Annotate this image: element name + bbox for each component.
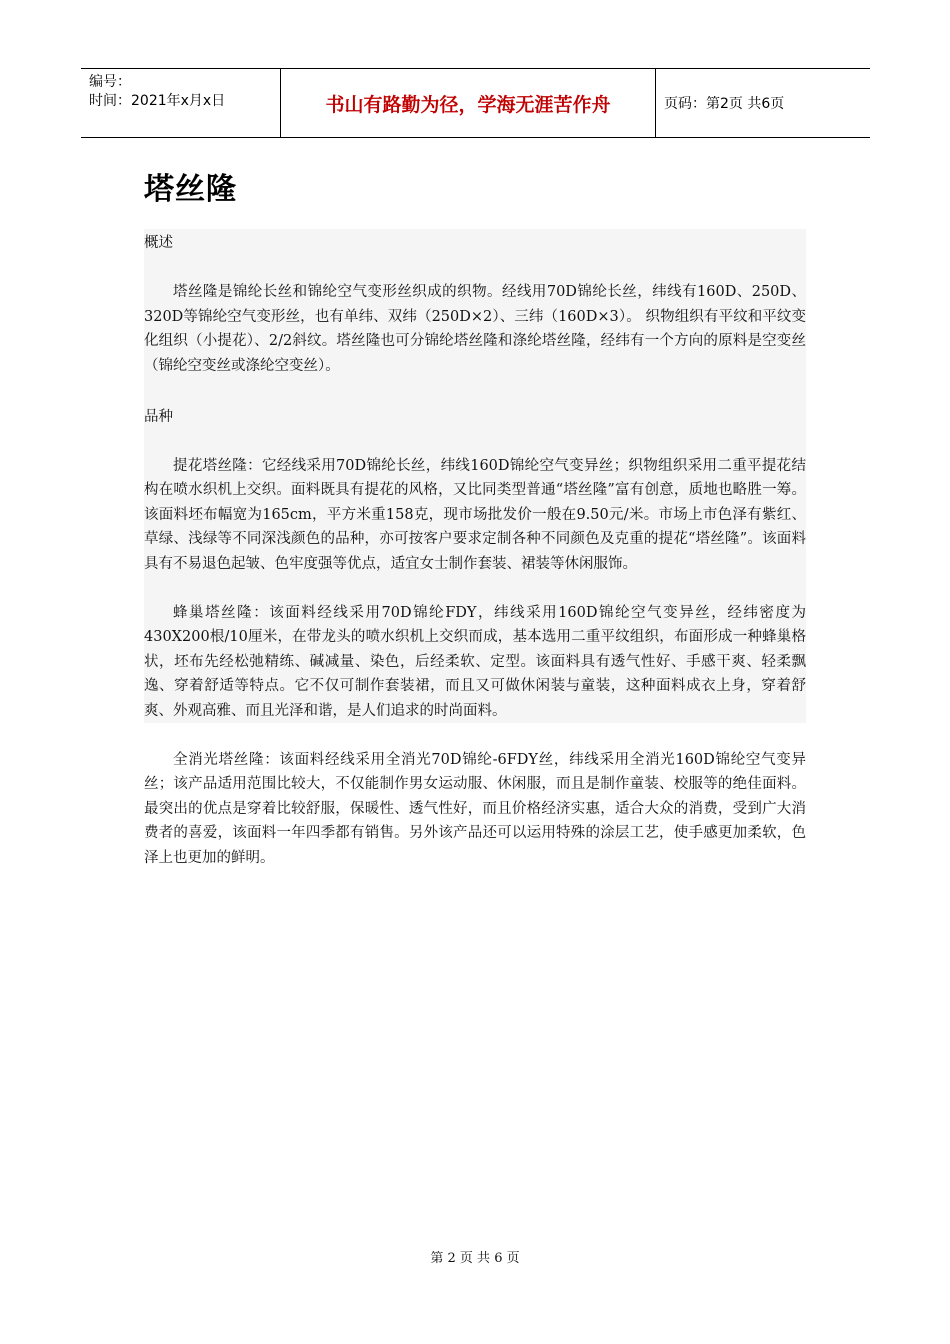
paragraph-honeycomb-taslon: 蜂巢塔丝隆：该面料经线采用70D锦纶FDY，纬线采用160D锦纶空气变异丝，经纬密度为430X200根/10厘米，在带龙头的喷水织机上交织而成，基本选用二重平纹组织，布面形成一种蜂巢格状，坯布先经松弛精练、碱减量、染色，后经柔软、定型。该面料具有透气性好、手感干爽、轻柔飘逸、穿着舒适等特点。它不仅可制作套装裙，而且又可做休闲装与童装，这种面料成衣上身，穿着舒爽、外观高雅、而且光泽和谐，是人们追求的时尚面料。 <box>144 604 806 719</box>
document-body <box>144 229 806 870</box>
number-label: 编号： <box>89 74 131 90</box>
section-heading-varieties: 品种 <box>144 408 173 425</box>
document-title: 塔丝隆 <box>144 172 237 207</box>
time-label: 时间：2021年x月x日 <box>89 93 226 109</box>
header-meta-cell <box>81 69 281 137</box>
page-footer: 第 2 页 共 6 页 <box>430 1251 520 1266</box>
paragraph-full-dull-taslon: 全消光塔丝隆：该面料经线采用全消光70D锦纶-6FDY丝，纬线采用全消光160D锦纶空气变异丝；该产品适用范围比较大，不仅能制作男女运动服、休闲服，而且是制作童装、校服等的绝佳面料。最突出的优点是穿着比较舒服，保暖性、透气性好，而且价格经济实惠，适合大众的消费，受到广大消费者的喜爱，该面料一年四季都有销售。另外该产品还可以运用特殊的涂层工艺，使手感更加柔软，色泽上也更加的鲜明。 <box>144 751 806 866</box>
section-heading-overview: 概述 <box>144 235 173 251</box>
paragraph-jacquard-taslon: 提花塔丝隆：它经线采用70D锦纶长丝，纬线160D锦纶空气变异丝；织物组织采用二重平提花结构在喷水织机上交织。面料既具有提花的风格，又比同类型普通“塔丝隆”富有创意，质地也略胜一筹。该面料坯布幅宽为165cm，平方米重158克，现市场批发价一般在9.50元/米。市场上市色泽有紫红、草绿、浅绿等不同深浅颜色的品种，亦可按客户要求定制各种不同颜色及克重的提花“塔丝隆”。该面料具有不易退色起皱、色牢度强等优点，适宜女士制作套装、裙装等休闲服饰。 <box>144 457 806 572</box>
header-page-label: 页码：第2页 共6页 <box>664 96 785 112</box>
motto: 书山有路勤为径，学海无涯苦作舟 <box>281 69 656 137</box>
overview-paragraph: 塔丝隆是锦纶长丝和锦纶空气变形丝织成的织物。经线用70D锦纶长丝，纬线有160D、250D、320D等锦纶空气变形丝，也有单纬、双纬（250D×2）、三纬（160D×3）。 织物组织有平纹和平纹变化组织（小提花）、2/2斜纹。塔丝隆也可分锦纶塔丝隆和涤纶塔丝隆，经纬有一个方向的原料是空变丝（锦纶空变丝或涤纶空变丝）。 <box>144 284 806 374</box>
shaded-block <box>144 229 806 723</box>
header-table <box>81 68 870 138</box>
